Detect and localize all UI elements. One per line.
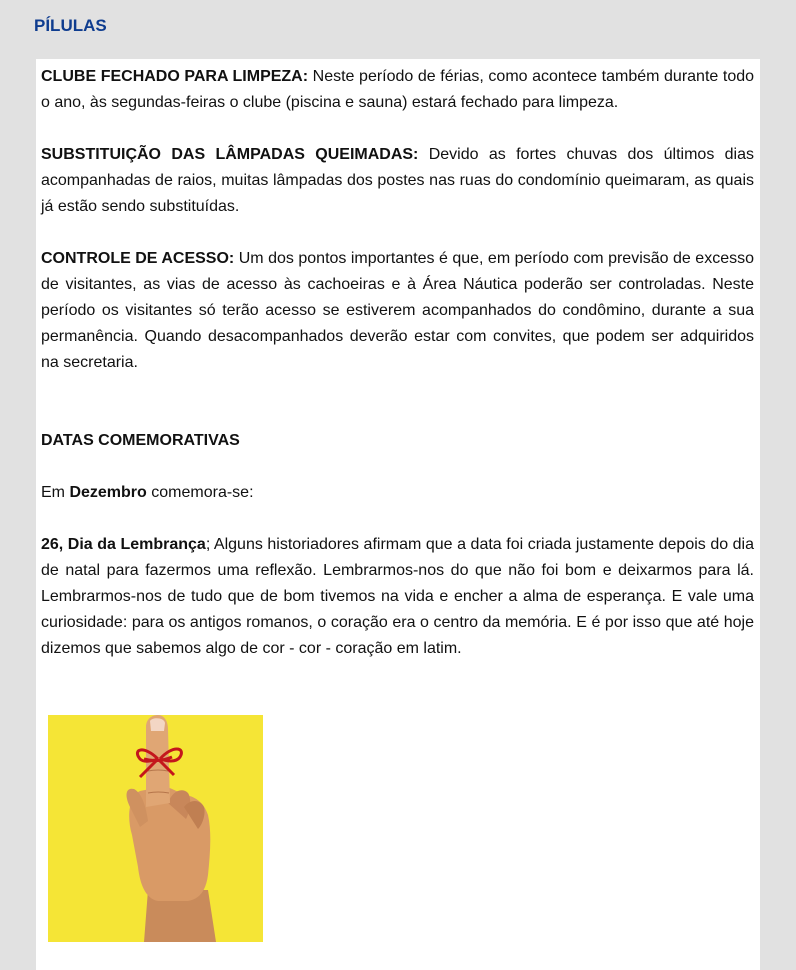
- notice-text: Um dos pontos importantes é que, em período com previsão de excesso de visitantes, as vias de acesso às cachoeiras e à Área Náutica poderão ser controladas. Neste período os visitantes só terão acesso se estiverem acompanhados do condômino, durante a sua permanência. Quando desacompanhados deverão estar com convites, que podem ser adquiridos na secretaria.: [41, 250, 754, 371]
- intro-suffix: comemora-se:: [146, 484, 254, 501]
- datas-intro: [41, 480, 754, 506]
- notice-controle-acesso: [41, 246, 754, 376]
- intro-month: Dezembro: [69, 484, 147, 501]
- date-entry-text: ; Alguns historiadores afirmam que a data foi criada justamente depois do dia de natal para fazermos uma reflexão. Lembrarmos-nos do que não foi bom e deixarmos para lá. Lembrarmos-nos de tudo que de bom tivemos na vida e encher a alma de esperança. E vale uma curiosidade: para os antigos romanos, o coração era o centro da memória. E é por isso que até hoje dizemos que sabemos algo de cor - cor - coração em latim.: [41, 536, 755, 657]
- section-title: PÍLULAS: [34, 16, 107, 35]
- notice-heading: SUBSTITUIÇÃO DAS LÂMPADAS QUEIMADAS:: [41, 146, 419, 163]
- notice-text: Neste período de férias, como acontece também durante todo o ano, às segundas-feiras o clube (piscina e sauna) estará fechado para limpeza.: [41, 68, 755, 111]
- date-entry-lembranca: [41, 532, 754, 662]
- datas-heading-text: DATAS COMEMORATIVAS: [41, 432, 240, 449]
- content-box: [36, 59, 760, 970]
- notice-text: Devido as fortes chuvas dos últimos dias acompanhadas de raios, muitas lâmpadas dos postes nas ruas do condomínio queimaram, as quais já estão sendo substituídas.: [41, 146, 755, 215]
- datas-heading: [41, 428, 754, 454]
- notice-heading: CLUBE FECHADO PARA LIMPEZA:: [41, 68, 309, 85]
- notice-clube-fechado: [41, 64, 754, 116]
- intro-prefix: Em: [41, 484, 70, 501]
- date-entry-heading: 26, Dia da Lembrança: [41, 536, 206, 553]
- notice-substituicao-lampadas: [41, 142, 754, 220]
- notice-heading: CONTROLE DE ACESSO:: [41, 250, 235, 267]
- finger-string-image: [48, 715, 263, 942]
- finger-string-illustration: [48, 715, 263, 942]
